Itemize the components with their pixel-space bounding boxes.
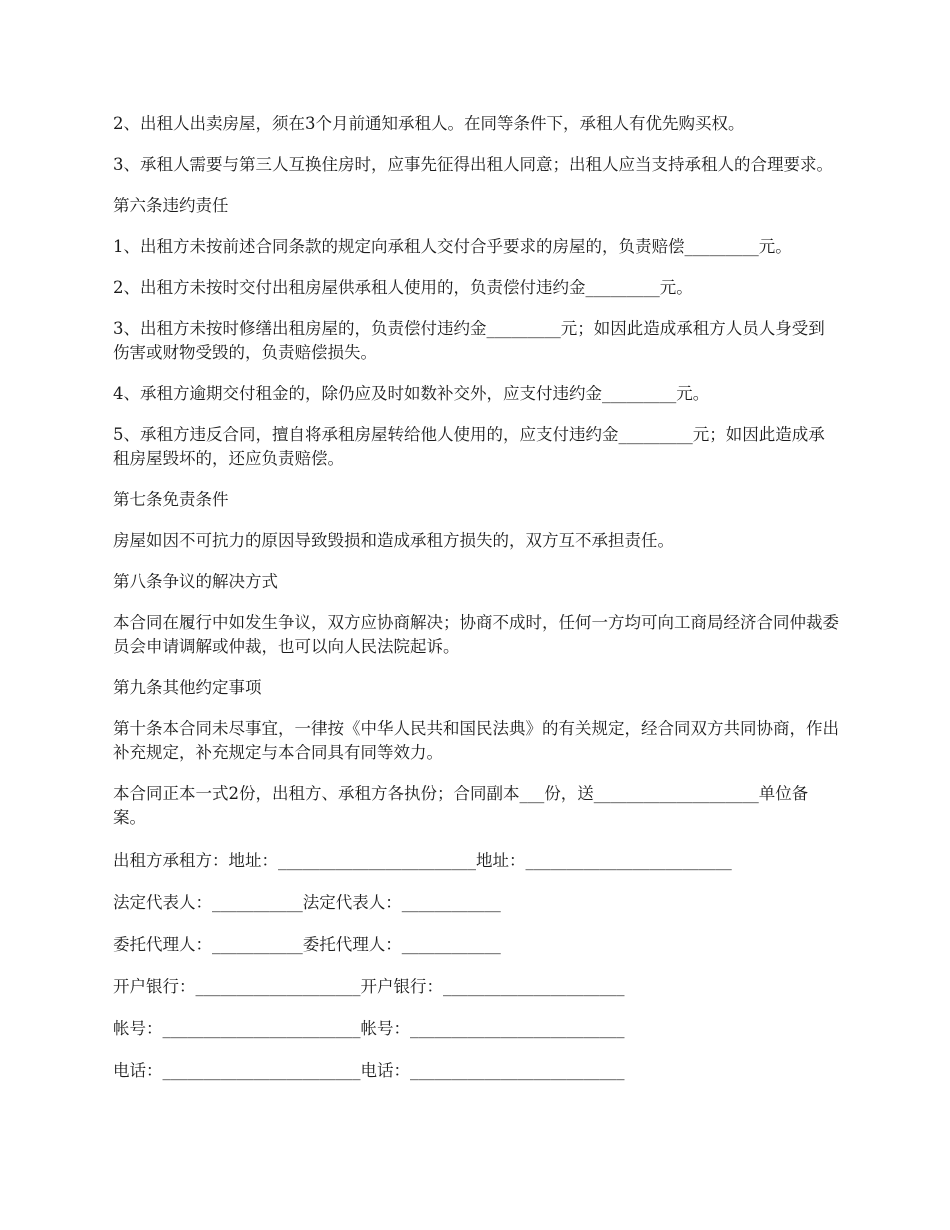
article-6-heading: 第六条违约责任 (113, 196, 229, 215)
clause-item-3-house-exchange: 3、承租人需要与第三人互换住房时，应事先征得出租人同意；出租人应当支持承租人的合理要求。 (113, 155, 833, 174)
article-9-heading: 第九条其他约定事项 (113, 678, 262, 697)
article-8-heading: 第八条争议的解决方式 (113, 572, 278, 591)
signature-bank-line: 开户银行：____________________开户银行：______________________ (113, 977, 625, 996)
document-body (113, 112, 840, 1101)
breach-item-4: 4、承租方逾期交付租金的，除仍应及时如数补交外，应支付违约金_________元。 (113, 384, 710, 403)
signature-agent-line: 委托代理人：___________委托代理人：____________ (113, 935, 501, 954)
signature-legal-rep-line: 法定代表人：___________法定代表人：____________ (113, 893, 501, 912)
copies-text: 本合同正本一式2份，出租方、承租方各执份；合同副本___份，送____________________单位备案。 (113, 784, 809, 827)
signature-account-line: 帐号：________________________帐号：__________________________ (113, 1019, 625, 1038)
breach-item-1: 1、出租方未按前述合同条款的规定向承租人交付合乎要求的房屋的，负责赔偿_________元。 (113, 237, 792, 256)
article-10-text: 第十条本合同未尽事宜，一律按《中华人民共和国民法典》的有关规定，经合同双方共同协商，作出补充规定，补充规定与本合同具有同等效力。 (113, 719, 839, 762)
signature-phone-line: 电话：________________________电话：__________________________ (113, 1061, 625, 1080)
clause-item-2-sale-notice: 2、出租人出卖房屋，须在3个月前通知承租人。在同等条件下，承租人有优先购买权。 (113, 114, 745, 133)
force-majeure-text: 房屋如因不可抗力的原因导致毁损和造成承租方损失的，双方互不承担责任。 (113, 531, 674, 550)
article-7-heading: 第七条免责条件 (113, 490, 229, 509)
breach-item-2: 2、出租方未按时交付出租房屋供承租人使用的，负责偿付违约金_________元。 (113, 278, 693, 297)
breach-item-5: 5、承租方违反合同，擅自将承租房屋转给他人使用的，应支付违约金_________元；如因此造成承租房屋毁坏的，还应负责赔偿。 (113, 425, 825, 468)
signature-address-line: 出租方承租方：地址：________________________地址：_________________________ (113, 851, 732, 870)
dispute-resolution-text: 本合同在履行中如发生争议，双方应协商解决；协商不成时，任何一方均可向工商局经济合同仲裁委员会申请调解或仲裁，也可以向人民法院起诉。 (113, 613, 839, 656)
breach-item-3: 3、出租方未按时修缮出租房屋的，负责偿付违约金_________元；如因此造成承租方人员人身受到伤害或财物受毁的，负责赔偿损失。 (113, 319, 825, 362)
